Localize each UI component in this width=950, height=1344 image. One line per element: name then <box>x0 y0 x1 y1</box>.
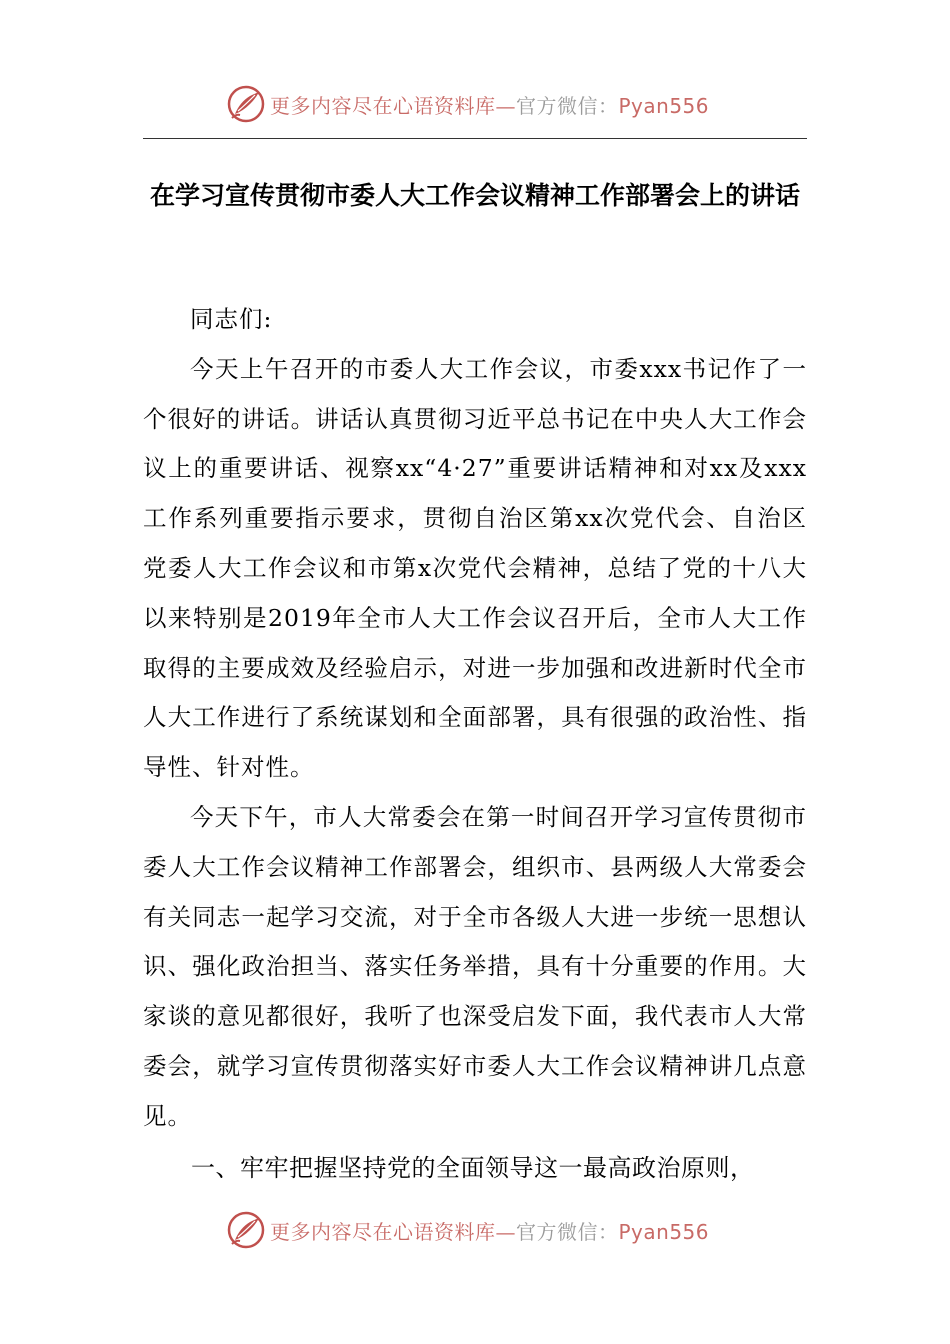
header-divider <box>143 138 807 139</box>
pen-logo-icon <box>226 84 266 124</box>
document-title: 在学习宣传贯彻市委人大工作会议精神工作部署会上的讲话 <box>149 181 800 210</box>
pen-logo-icon <box>226 1210 266 1250</box>
paragraph: 今天上午召开的市委人大工作会议，市委xxx书记作了一个很好的讲话。讲话认真贯彻习近平总书记在中央人大工作会议上的重要讲话、视察xx“4·27”重要讲话精神和对xx及xxx工作系列重要指示要求，贯彻自治区第xx次党代会、自治区党委人大工作会议和市第x次党代会精神，总结了党的十八大以来特别是2019年全市人大工作会议召开后，全市人大工作取得的主要成效及经验启示，对进一步加强和改进新时代全市人大工作进行了系统谋划和全面部署，具有很强的政治性、指导性、针对性。 <box>143 354 807 782</box>
salutation: 同志们: <box>190 305 273 333</box>
section-heading: 一、牢牢把握坚持党的全面领导这一最高政治原则， <box>191 1153 755 1182</box>
footer-watermark <box>226 1208 709 1252</box>
watermark-text: 更多内容尽在心语资料库—官方微信：Pyan556 <box>270 93 710 118</box>
watermark-text: 更多内容尽在心语资料库—官方微信：Pyan556 <box>270 1219 710 1244</box>
header-watermark <box>226 82 709 126</box>
paragraph: 今天下午，市人大常委会在第一时间召开学习宣传贯彻市委人大工作会议精神工作部署会，组织市、县两级人大常委会有关同志一起学习交流，对于全市各级人大进一步统一思想认识、强化政治担当、落实任务举措，具有十分重要的作用。大家谈的意见都很好，我听了也深受启发下面，我代表市人大常委会，就学习宣传贯彻落实好市委人大工作会议精神讲几点意见。 <box>143 802 807 1130</box>
document-body <box>143 295 807 1194</box>
